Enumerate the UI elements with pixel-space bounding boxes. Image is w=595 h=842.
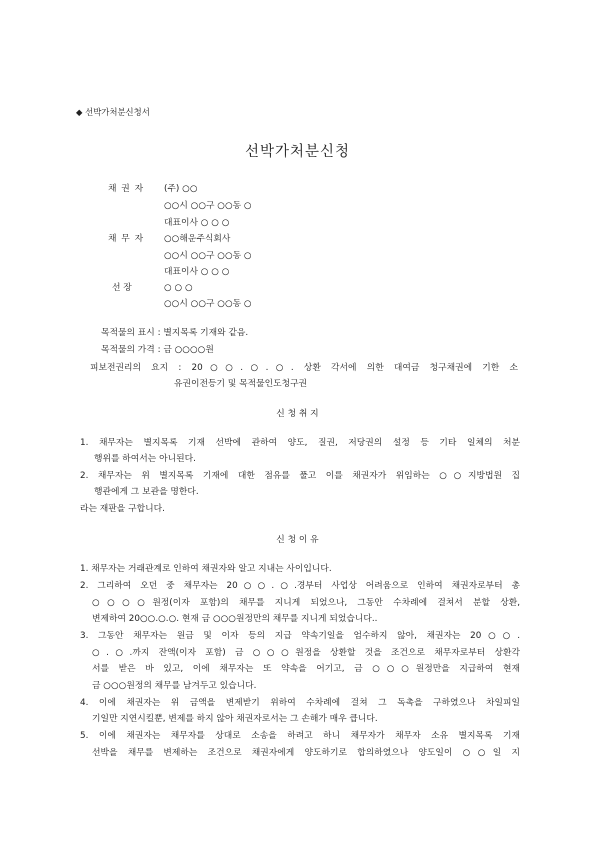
reason-2-cont-1: ○○○○원정(이자 포함)의 채무를 지니게 되었으나, 그동안 수차례에 걸쳐서 분할 상환, xyxy=(92,598,520,608)
object-value: 목적물의 가격 : 금 ○○○○원 xyxy=(101,345,214,355)
protected-right-summary: 피보전권리의 요지 : 20○○.○.○. 상환 각서에 의한 대여금 청구채권에 기한 소 xyxy=(90,363,518,373)
debtor-label: 채 무 자 xyxy=(108,234,145,244)
purpose-item-2: 2. 채무자는 위 별지목록 기재에 대한 점유를 풀고 이를 채권자가 위임하는 ○○지방법원 집 xyxy=(80,471,520,481)
creditor-address: ○○시 ○○구 ○○동 ○ xyxy=(164,201,252,211)
reason-4-cont: 기일만 지연시킬뿐, 변제를 하지 않아 채권자로서는 그 손해가 매우 큽니다. xyxy=(92,714,378,724)
purpose-item-2-cont: 행관에게 그 보관을 명한다. xyxy=(94,487,199,497)
reason-2: 2. 그리하여 오던 중 채무자는 20○○.○.경부터 사업상 어려움으로 인하여 채권자로부터 총 xyxy=(80,581,520,591)
object-description: 목적물의 표시 : 별지목록 기재와 같음. xyxy=(101,328,249,338)
reason-3-cont-2: 서를 받은 바 있고, 이에 채무자는 또 약속을 어기고, 금 ○○○원정만을 지급하여 현재 xyxy=(92,664,520,674)
reason-3-cont-3: 금 ○○○원정의 채무를 남겨두고 있습니다. xyxy=(92,681,257,691)
document-header: ◆ 선박가처분신청서 xyxy=(76,107,150,117)
purpose-item-1-cont: 행위를 하여서는 아니된다. xyxy=(94,454,196,464)
purpose-item-1: 1. 채무자는 별지목록 기재 선박에 관하여 양도, 질권, 저당권의 설정 등 기타 일체의 처분 xyxy=(80,438,520,448)
purpose-heading: 신 청 취 지 xyxy=(276,409,319,419)
reason-3: 3. 그동안 채무자는 원금 및 이자 등의 지급 약속기일을 엄수하지 않아, 채권자는 20○○. xyxy=(80,631,520,641)
purpose-closing: 라는 재판을 구합니다. xyxy=(80,504,165,514)
reason-1: 1. 채무자는 거래관계로 인하여 채권자와 알고 지내는 사이입니다. xyxy=(80,564,332,574)
reasons-heading: 신 청 이 유 xyxy=(276,535,319,545)
captain-address: ○○시 ○○구 ○○동 ○ xyxy=(164,299,252,309)
creditor-label: 채 권 자 xyxy=(108,184,145,194)
debtor-name: ○○해운주식회사 xyxy=(164,234,231,244)
creditor-rep: 대표이사 ○ ○ ○ xyxy=(164,218,230,228)
debtor-rep: 대표이사 ○ ○ ○ xyxy=(164,267,230,277)
reason-5-cont: 선박을 채무를 변제하는 조건으로 채권자에게 양도하기로 합의하였으나 양도일이 ○○일 지 xyxy=(92,748,520,758)
reason-4: 4. 이에 채권자는 위 금액을 변제받기 위하여 수차례에 걸쳐 그 독촉을 구하였으나 차일피일 xyxy=(80,698,520,708)
protected-right-summary-cont: 유권이전등기 및 목적물인도청구권 xyxy=(174,379,308,389)
captain-label: 선 장 xyxy=(112,283,132,293)
reason-5: 5. 이에 채권자는 채무자를 상대로 소송을 하려고 하니 채무자가 채무자 소유 별지목록 기재 xyxy=(80,731,520,741)
debtor-address: ○○시 ○○구 ○○동 ○ xyxy=(164,251,252,261)
creditor-name: (주) ○○ xyxy=(164,184,198,194)
reason-3-cont-1: ○.○.까지 잔액(이자 포함) 금 ○○○원정을 상환할 것을 조건으로 채무자로부터 상환각 xyxy=(92,648,520,658)
captain-name: ○ ○ ○ xyxy=(164,283,193,293)
reason-2-cont-2: 변제하여 20○○.○.○. 현재 금 ○○○원정만의 채무를 지니게 되었습니다.. xyxy=(92,614,378,624)
document-title: 선박가처분신청 xyxy=(244,144,351,160)
